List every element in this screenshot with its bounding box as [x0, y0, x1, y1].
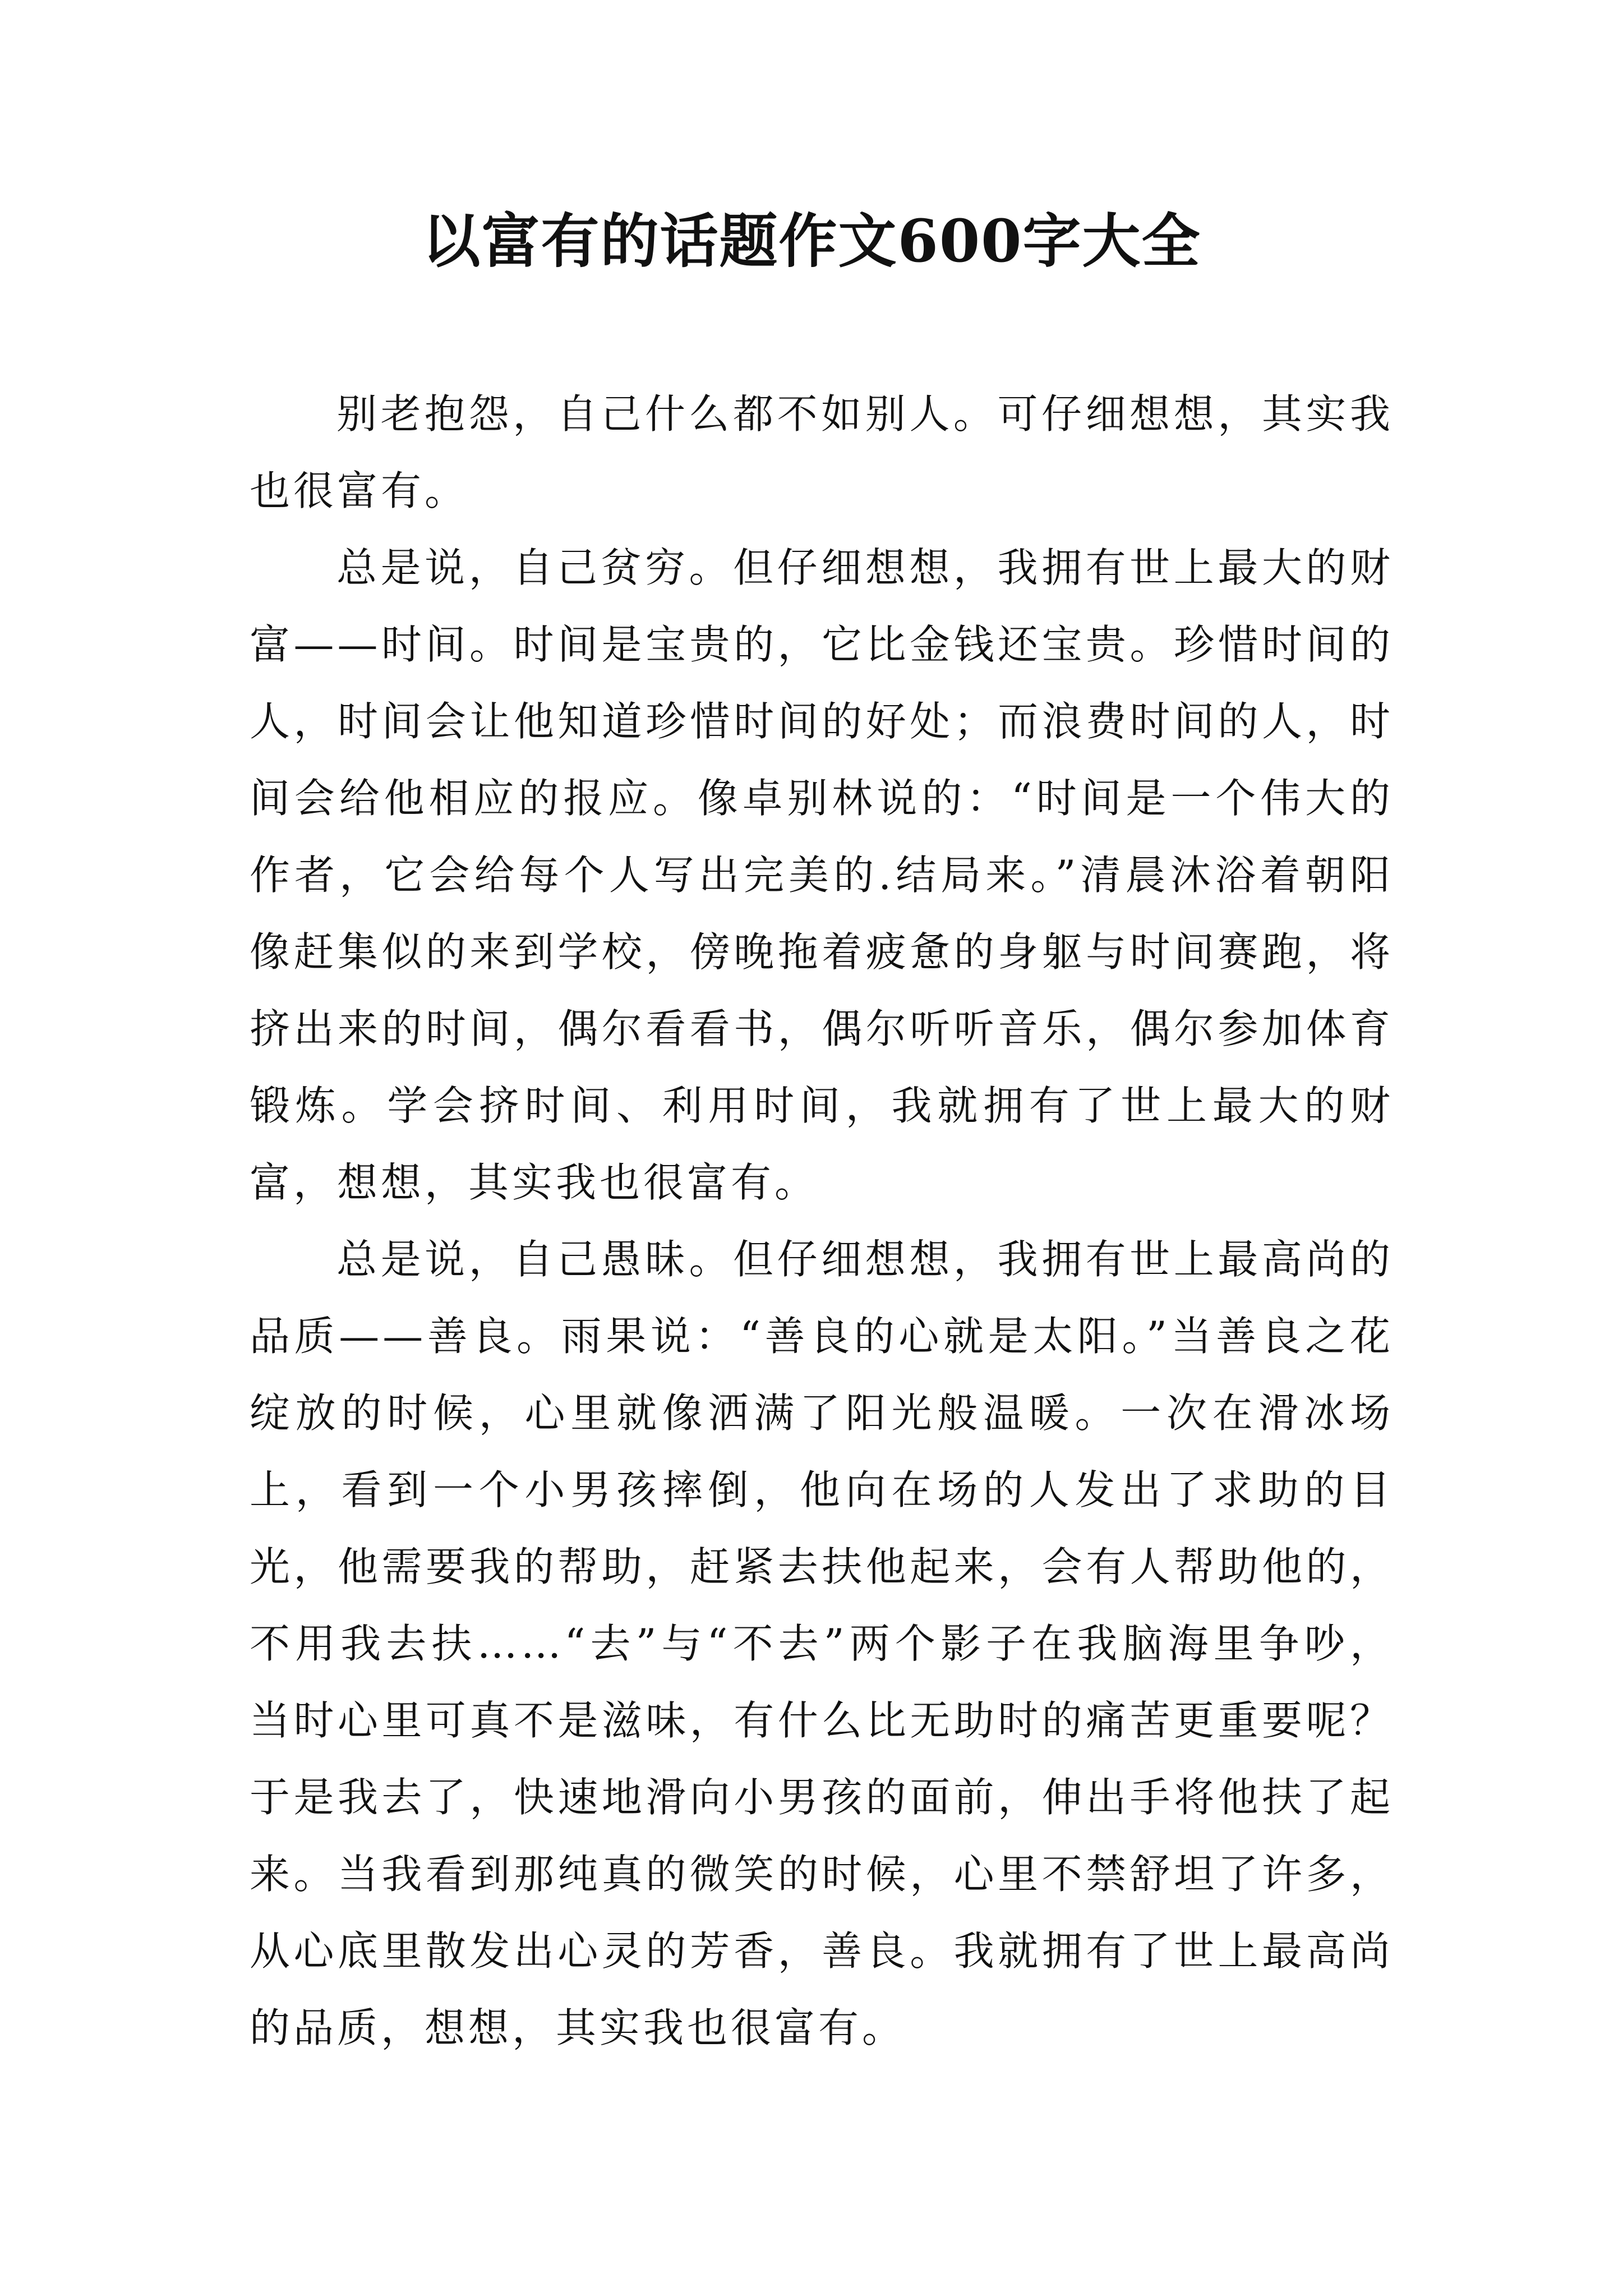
paragraph-time: 总是说，自己贫穷。但仔细想想，我拥有世上最大的财富——时间。时间是宝贵的，它比金钱还宝贵。珍惜时间的人，时间会让他知道珍惜时间的好处；而浪费时间的人，时间会给他相应的报应。像卓别林说的：“时间是一个伟大的作者，它会给每个人写出完美的.结局来。”清晨沐浴着朝阳像赶集似的来到学校，傍晚拖着疲惫的身躯与时间赛跑，将挤出来的时间，偶尔看看书，偶尔听听音乐，偶尔参加体育锻炼。学会挤时间、利用时间，我就拥有了世上最大的财富，想想，其实我也很富有。 — [250, 544, 1394, 1206]
paragraph-kindness: 总是说，自己愚昧。但仔细想想，我拥有世上最高尚的品质——善良。雨果说：“善良的心就是太阳。”当善良之花绽放的时候，心里就像洒满了阳光般温暖。一次在滑冰场上，看到一个小男孩摔倒，他向在场的人发出了求助的目光，他需要我的帮助，赶紧去扶他起来，会有人帮助他的，不用我去扶……“去”与“不去”两个影子在我脑海里争吵，当时心里可真不是滋味，有什么比无助时的痛苦更重要呢？于是我去了，快速地滑向小男孩的面前，伸出手将他扶了起来。当我看到那纯真的微笑的时候，心里不禁舒坦了许多，从心底里散发出心灵的芳香，善良。我就拥有了世上最高尚的品质，想想，其实我也很富有。 — [250, 1236, 1394, 2051]
document-title: 以富有的话题作文600字大全 — [422, 206, 1201, 275]
paragraph-intro: 别老抱怨，自己什么都不如别人。可仔细想想，其实我也很富有。 — [250, 390, 1394, 514]
document-body — [250, 376, 1394, 2067]
